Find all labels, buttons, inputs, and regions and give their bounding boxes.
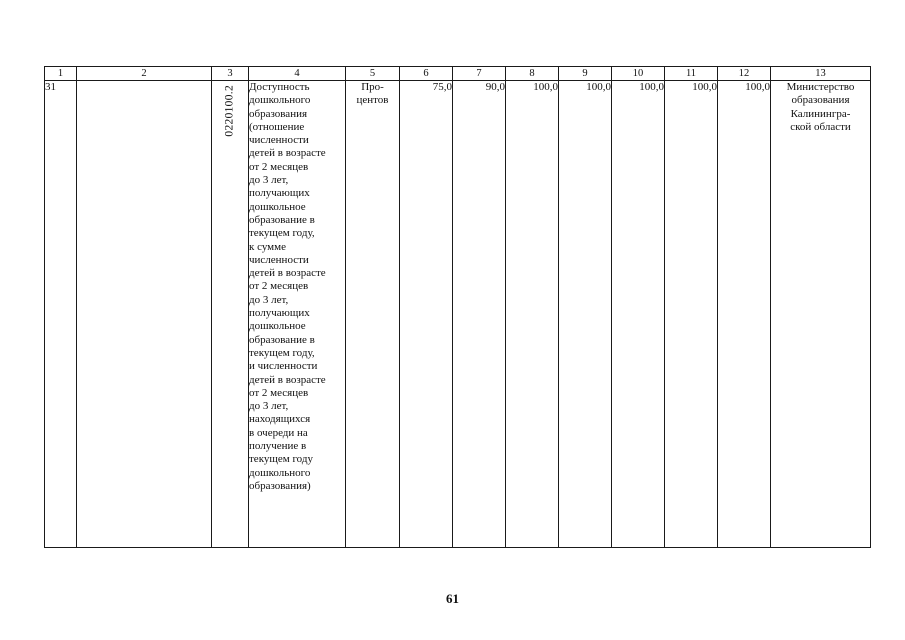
empty-cell <box>77 81 212 548</box>
description-line: получение в <box>249 440 307 453</box>
responsible-line: Калинингра- <box>790 107 851 120</box>
indicator-table <box>44 66 871 548</box>
column-header: 4 <box>249 67 346 81</box>
description-line: находящихся <box>249 413 311 426</box>
value-cell: 100,0 <box>665 81 718 548</box>
description-line: получающих <box>249 307 310 320</box>
value-cell: 75,0 <box>400 81 453 548</box>
description-line: Доступность <box>249 81 310 93</box>
value-cell: 100,0 <box>506 81 559 548</box>
description-line: к сумме <box>249 240 286 253</box>
description-line: образования <box>249 107 308 120</box>
description-line: детей в возрасте <box>249 373 326 386</box>
description-cell <box>249 81 346 548</box>
column-header: 8 <box>506 67 559 81</box>
value-cell: 100,0 <box>612 81 665 548</box>
description-line: численности <box>249 253 309 266</box>
description-line: получающих <box>249 187 310 200</box>
column-header: 1 <box>45 67 77 81</box>
description-line: образование в <box>249 213 315 226</box>
row-number-cell: 31 <box>45 81 77 548</box>
responsible-cell <box>771 81 871 548</box>
column-header: 9 <box>559 67 612 81</box>
description-line: текущем году, <box>249 346 315 359</box>
column-header: 12 <box>718 67 771 81</box>
indicator-code: 0220100.2 <box>223 85 236 137</box>
column-header: 11 <box>665 67 718 81</box>
column-header: 10 <box>612 67 665 81</box>
unit-line: центов <box>356 94 389 107</box>
column-header: 5 <box>346 67 400 81</box>
description-line: образование в <box>249 333 315 346</box>
value-cell: 100,0 <box>718 81 771 548</box>
description-line: образования) <box>249 479 311 492</box>
description-line: в очереди на <box>249 426 308 439</box>
value-cell: 100,0 <box>559 81 612 548</box>
description-line: детей в возрасте <box>249 267 326 280</box>
description-line: дошкольного <box>249 94 311 107</box>
description-line: до 3 лет, <box>249 293 289 306</box>
unit-cell <box>346 81 400 548</box>
table-row <box>45 81 871 548</box>
description-line: до 3 лет, <box>249 174 289 187</box>
code-cell <box>212 81 249 548</box>
description-line: и численности <box>249 360 318 373</box>
description-line: детей в возрасте <box>249 147 326 160</box>
description-line: дошкольное <box>249 320 306 333</box>
responsible-line: ской области <box>790 120 851 133</box>
value-cell: 90,0 <box>453 81 506 548</box>
page-number: 61 <box>446 591 459 606</box>
responsible-line: образования <box>791 94 850 107</box>
unit-line: Про- <box>361 81 384 93</box>
column-header: 13 <box>771 67 871 81</box>
description-line: до 3 лет, <box>249 400 289 413</box>
description-line: (отношение <box>249 120 305 133</box>
description-line: от 2 месяцев <box>249 280 309 293</box>
description-line: дошкольное <box>249 200 306 213</box>
table-header-row <box>45 67 871 81</box>
description-line: от 2 месяцев <box>249 160 309 173</box>
column-header: 7 <box>453 67 506 81</box>
description-line: текущем году <box>249 453 313 466</box>
responsible-line: Министерство <box>786 81 855 93</box>
description-line: дошкольного <box>249 466 311 479</box>
column-header: 3 <box>212 67 249 81</box>
column-header: 6 <box>400 67 453 81</box>
description-line: текущем году, <box>249 227 315 240</box>
column-header: 2 <box>77 67 212 81</box>
description-line: от 2 месяцев <box>249 386 309 399</box>
description-line: численности <box>249 134 309 147</box>
